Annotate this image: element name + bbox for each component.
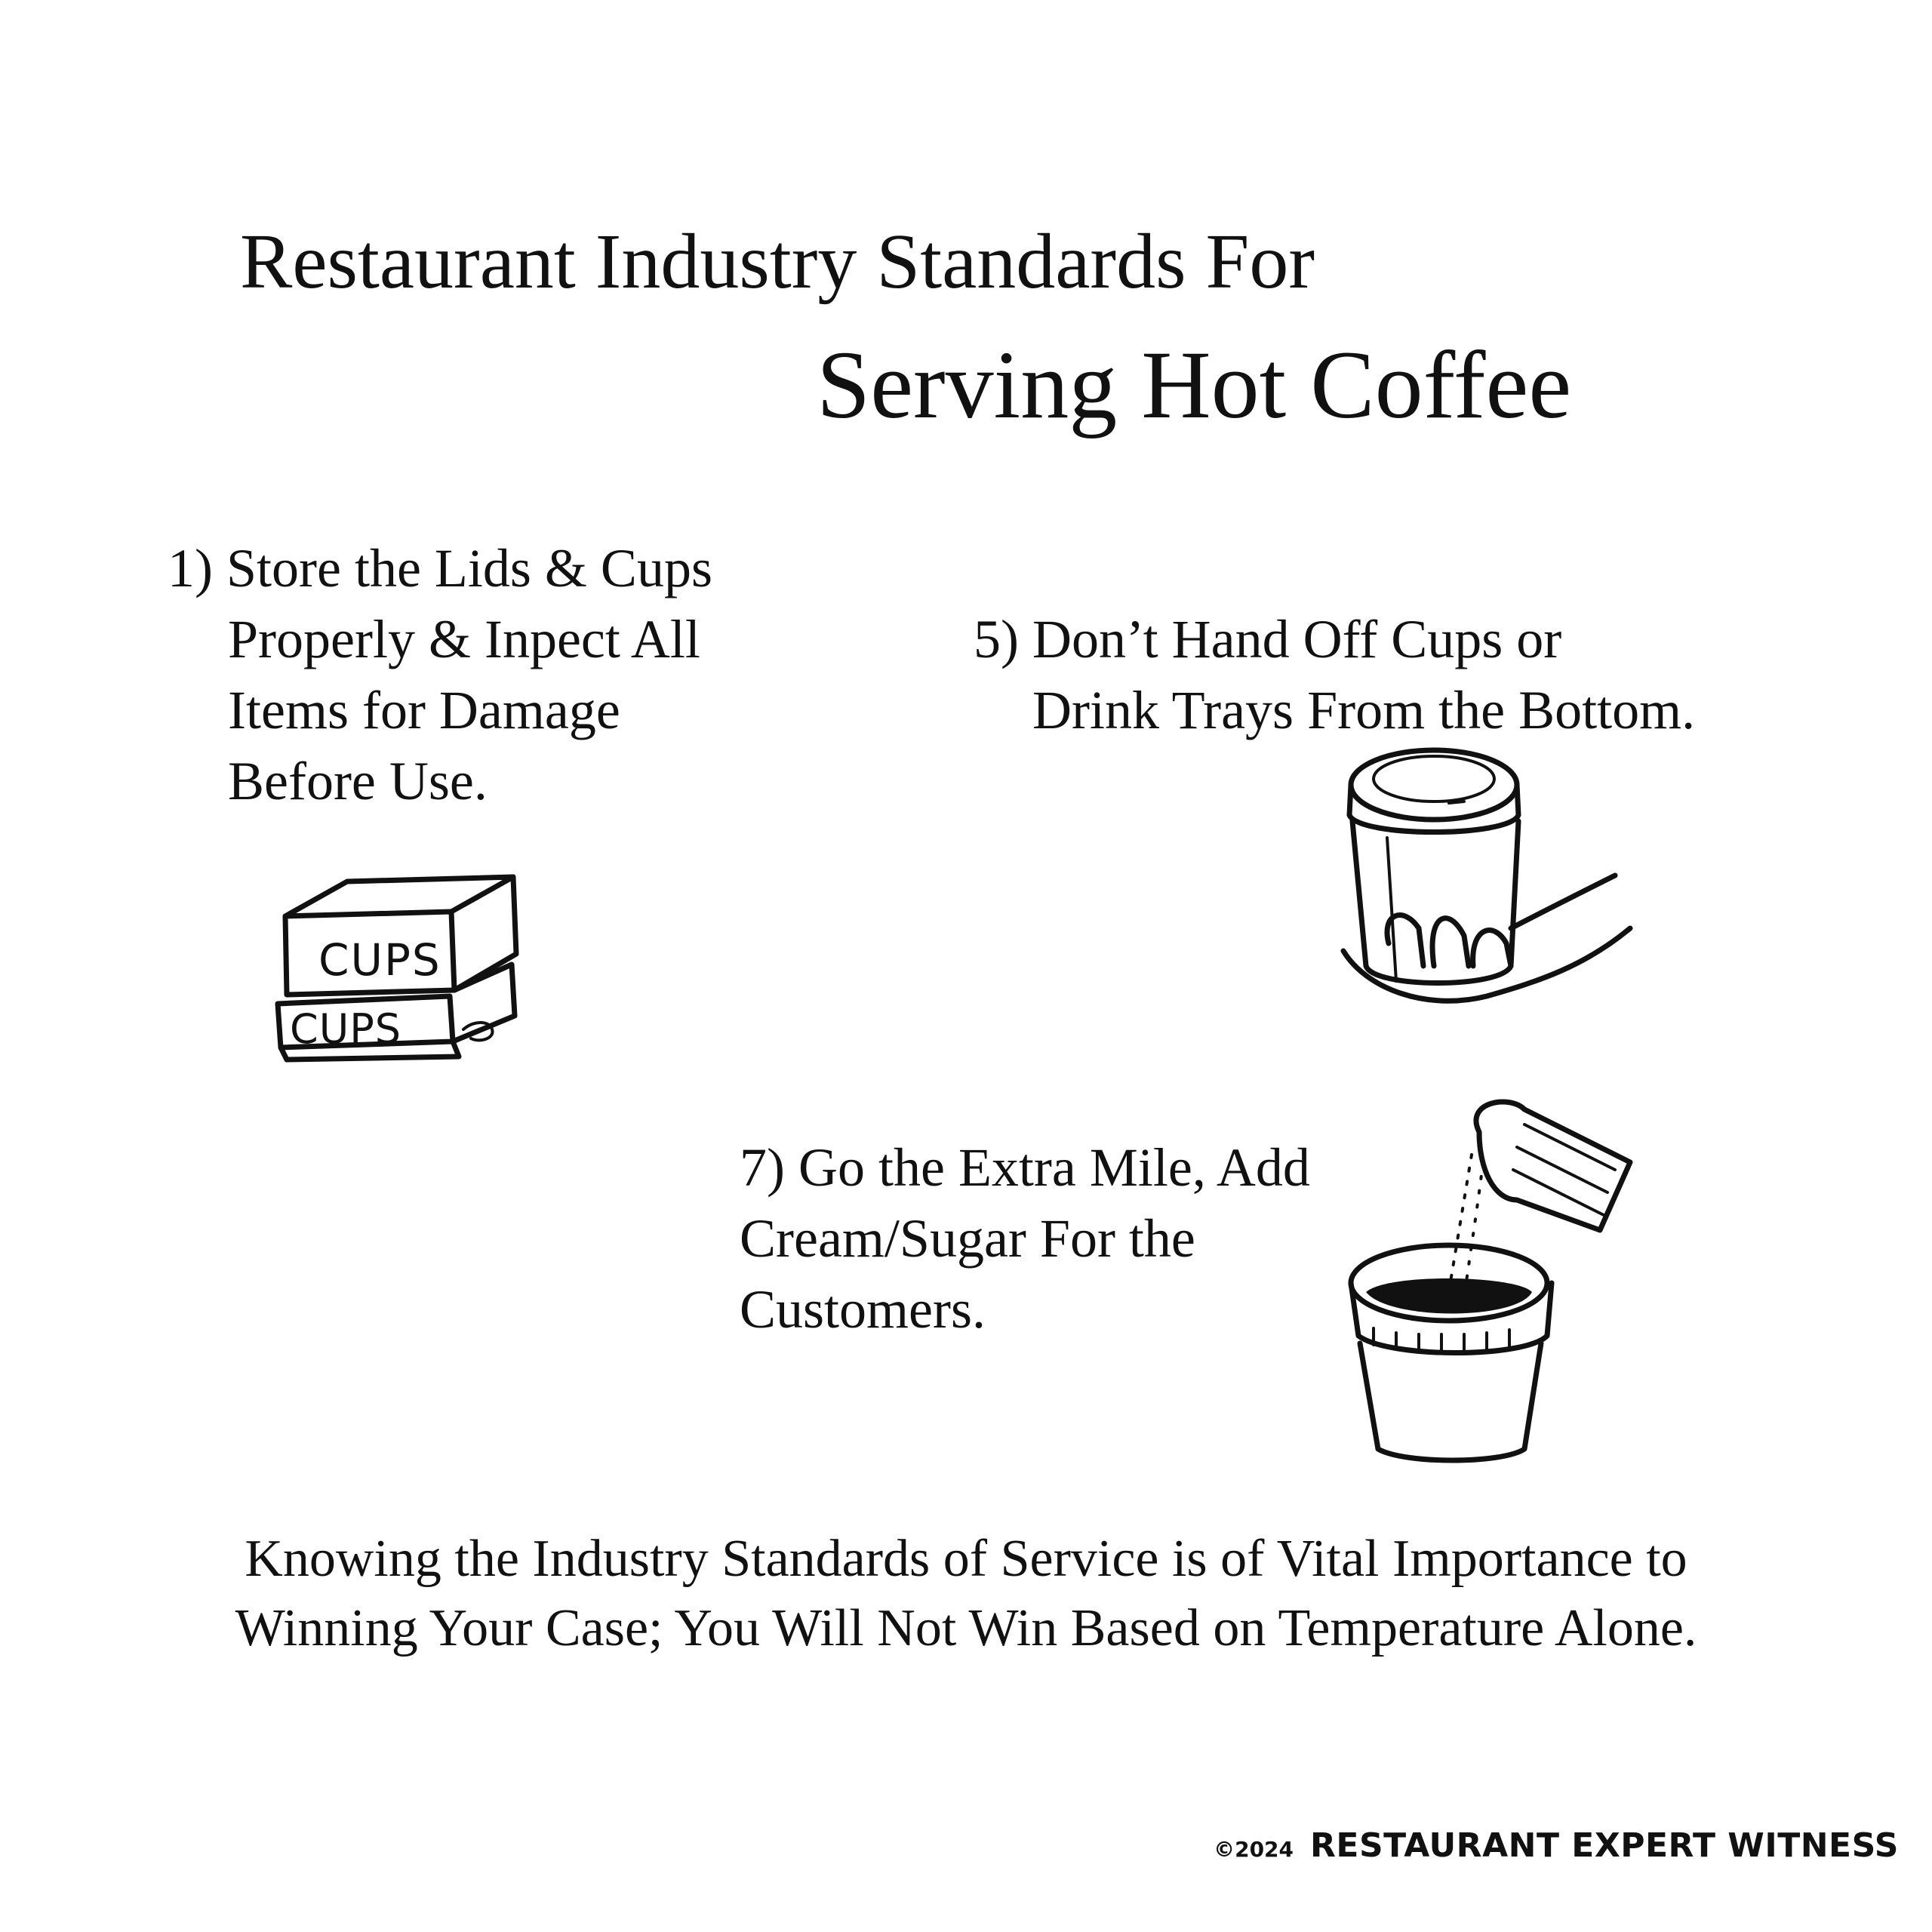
step-5-text-1: Don’t Hand Off Cups or — [1032, 609, 1562, 669]
copyright-year: ©2024 — [1214, 1837, 1294, 1862]
title-line-1: Restaurant Industry Standards For — [240, 218, 1315, 305]
title-line-2: Serving Hot Coffee — [817, 331, 1572, 438]
hand-holding-cup-icon — [1313, 740, 1645, 1026]
stacked-cup-boxes-icon — [264, 868, 536, 1072]
pouring-sugar-icon — [1343, 1094, 1660, 1472]
box-label-top: CUPS — [318, 934, 441, 986]
brand-name: RESTAURANT EXPERT WITNESS — [1310, 1826, 1899, 1865]
step-7 — [740, 1132, 1310, 1345]
step-1-number: 1) — [168, 538, 213, 598]
step-7-line-2: Cream/Sugar For the — [740, 1208, 1195, 1269]
step-5 — [974, 604, 1695, 746]
step-1-line-2: Properly & Inpect All — [228, 609, 700, 669]
step-1-text-1: Store the Lids & Cups — [226, 538, 712, 598]
step-7-text-1: Go the Extra Mile, Add — [798, 1137, 1310, 1198]
box-label-bottom: CUPS — [290, 1005, 402, 1053]
step-1-line-4: Before Use. — [228, 751, 488, 811]
step-1 — [168, 533, 712, 817]
footer-line-1: Knowing the Industry Standards of Service is of Vital Importance to — [245, 1530, 1687, 1588]
step-7-line-3: Customers. — [740, 1279, 986, 1340]
step-7-number: 7) — [740, 1137, 785, 1198]
step-5-number: 5) — [974, 609, 1019, 669]
step-5-line-1 — [974, 604, 1695, 675]
copyright-notice — [1214, 1826, 1899, 1865]
footer-line-2: Winning Your Case; You Will Not Win Based on Temperature Alone. — [235, 1599, 1697, 1657]
step-1-line-3: Items for Damage — [228, 680, 620, 740]
footer-message — [0, 1524, 1932, 1663]
step-5-line-2: Drink Trays From the Bottom. — [1032, 680, 1696, 740]
step-7-line-1 — [740, 1132, 1310, 1203]
step-1-line-1 — [168, 533, 712, 604]
